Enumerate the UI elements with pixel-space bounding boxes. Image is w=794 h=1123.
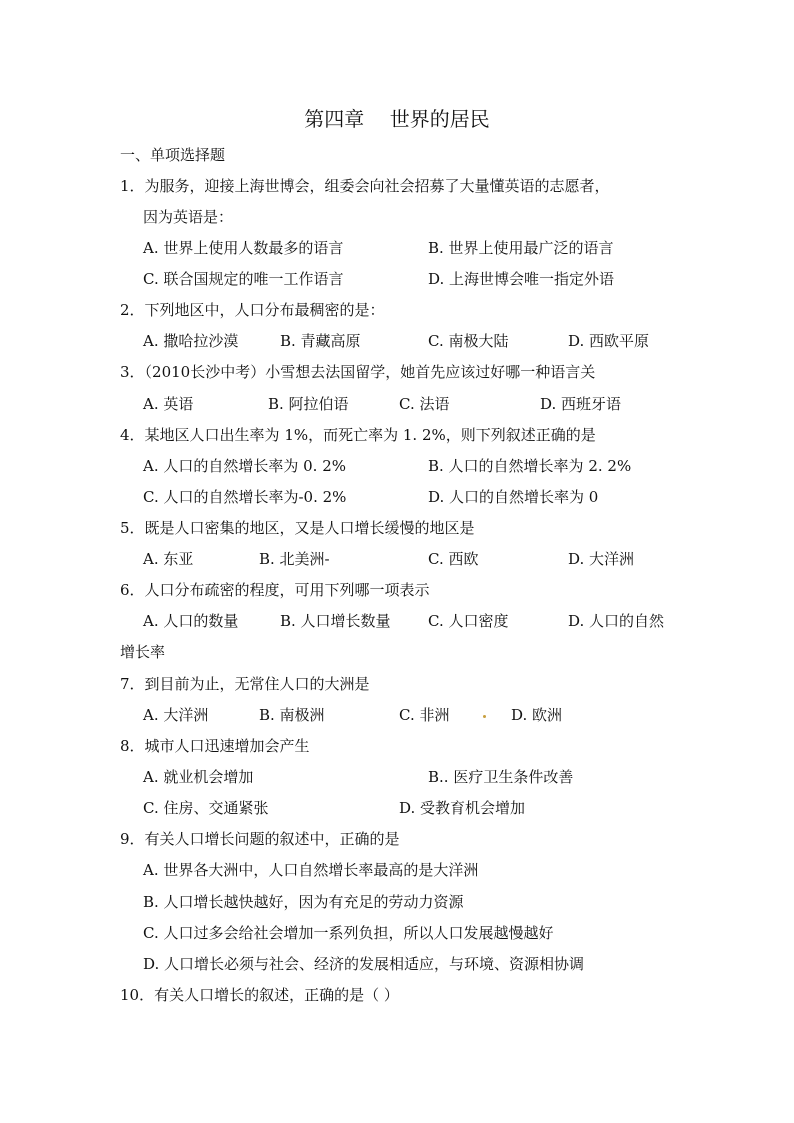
question-8-stem: 8．城市人口迅速增加会产生 (120, 737, 310, 755)
question-7-option-d: D. 欧洲 (511, 706, 563, 724)
question-5-option-c: C. 西欧 (428, 550, 479, 568)
question-3-stem: 3．（2010长沙中考）小雪想去法国留学，她首先应该过好哪一种语言关 (120, 363, 596, 381)
question-8-option-b: B.. 医疗卫生条件改善 (428, 768, 574, 786)
question-7-stem: 7．到目前为止，无常住人口的大洲是 (120, 675, 370, 693)
question-10-stem: 10．有关人口增长的叙述，正确的是（ ） (120, 986, 399, 1004)
question-9-option-b: B. 人口增长越快越好，因为有充足的劳动力资源 (143, 893, 464, 911)
question-3-option-a: A. 英语 (143, 395, 194, 413)
section-heading: 一、单项选择题 (120, 146, 226, 164)
question-5-option-b: B. 北美洲- (259, 550, 330, 568)
question-8-option-a: A. 就业机会增加 (143, 768, 254, 786)
question-8-option-d: D. 受教育机会增加 (399, 799, 526, 817)
question-8-option-c: C. 住房、交通紧张 (143, 799, 269, 817)
question-4-option-c: C. 人口的自然增长率为-0. 2% (143, 488, 347, 506)
question-2-option-a: A. 撒哈拉沙漠 (143, 332, 239, 350)
question-9-option-c: C. 人口过多会给社会增加一系列负担，所以人口发展越慢越好 (143, 924, 554, 942)
question-9-option-a: A. 世界各大洲中，人口自然增长率最高的是大洋洲 (143, 861, 479, 879)
question-3-option-d: D. 西班牙语 (540, 395, 622, 413)
question-7-option-a: A. 大洋洲 (143, 706, 209, 724)
question-3-option-b: B. 阿拉伯语 (268, 395, 349, 413)
question-4-stem: 4．某地区人口出生率为 1%，而死亡率为 1. 2%，则下列叙述正确的是 (120, 426, 596, 444)
question-6-option-c: C. 人口密度 (428, 612, 509, 630)
question-2-option-c: C. 南极大陆 (428, 332, 509, 350)
question-1-option-c: C. 联合国规定的唯一工作语言 (143, 270, 344, 288)
question-5-stem: 5．既是人口密集的地区，又是人口增长缓慢的地区是 (120, 519, 475, 537)
question-2-option-d: D. 西欧平原 (568, 332, 650, 350)
question-9-option-d: D. 人口增长必须与社会、经济的发展相适应，与环境、资源相协调 (143, 955, 585, 973)
question-6-option-a: A. 人口的数量 (143, 612, 239, 630)
question-1-option-b: B. 世界上使用最广泛的语言 (428, 239, 614, 257)
question-5-option-a: A. 东亚 (143, 550, 194, 568)
question-6-option-b: B. 人口增长数量 (280, 612, 391, 630)
question-1-stem: 1．为服务，迎接上海世博会，组委会向社会招募了大量懂英语的志愿者， (120, 177, 610, 195)
question-1-option-a: A. 世界上使用人数最多的语言 (143, 239, 344, 257)
question-7-option-c: C. 非洲 (399, 706, 450, 724)
question-6-option-d: D. 人口的自然 (568, 612, 665, 630)
question-2-option-b: B. 青藏高原 (280, 332, 361, 350)
question-4-option-b: B. 人口的自然增长率为 2. 2% (428, 457, 632, 475)
question-2-stem: 2．下列地区中，人口分布最稠密的是： (120, 301, 385, 319)
question-9-stem: 9．有关人口增长问题的叙述中，正确的是 (120, 830, 400, 848)
question-6-option-d-cont: 增长率 (120, 643, 166, 661)
question-7-option-b: B. 南极洲 (259, 706, 325, 724)
question-4-option-a: A. 人口的自然增长率为 0. 2% (143, 457, 347, 475)
stray-dot (483, 715, 486, 718)
question-1-stem-cont: 因为英语是： (143, 208, 234, 226)
question-6-stem: 6．人口分布疏密的程度，可用下列哪一项表示 (120, 581, 430, 599)
question-3-option-c: C. 法语 (399, 395, 450, 413)
page-title: 第四章 世界的居民 (304, 107, 490, 131)
question-5-option-d: D. 大洋洲 (568, 550, 635, 568)
question-1-option-d: D. 上海世博会唯一指定外语 (428, 270, 615, 288)
question-4-option-d: D. 人口的自然增长率为 0 (428, 488, 599, 506)
